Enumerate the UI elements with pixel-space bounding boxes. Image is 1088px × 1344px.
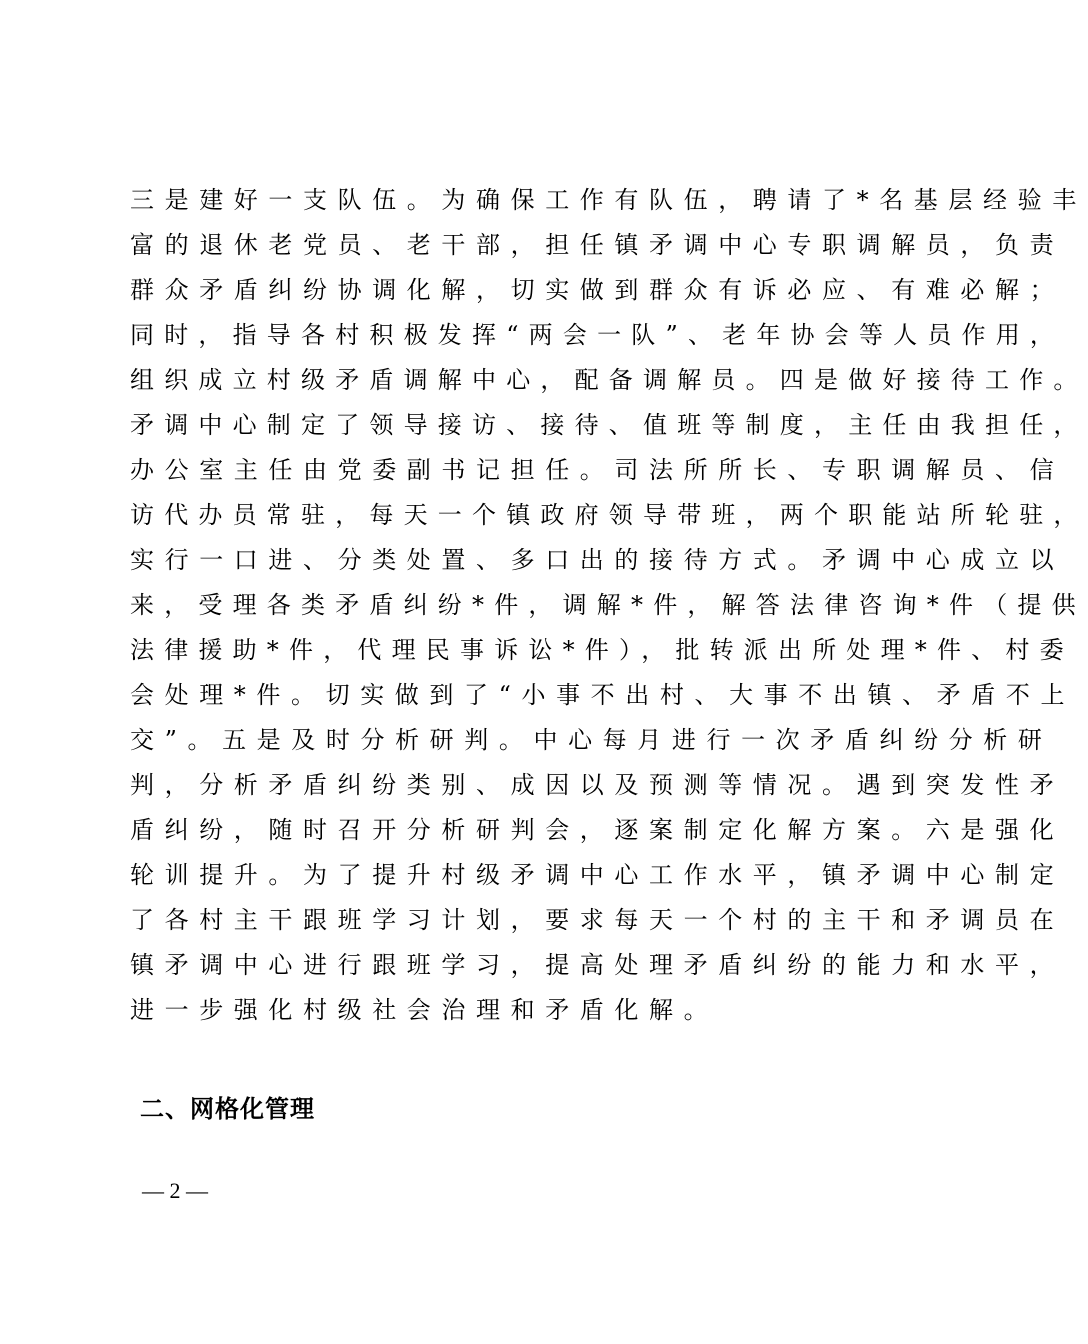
text-line: 群众矛盾纠纷协调化解，切实做到群众有诉必应、有难必解； xyxy=(130,276,1065,304)
page-number: — 2 — xyxy=(142,1178,208,1203)
text-line: 组织成立村级矛盾调解中心，配备调解员。四是做好接待工作。 xyxy=(130,366,1088,394)
text-line: 矛调中心制定了领导接访、接待、值班等制度，主任由我担任， xyxy=(130,411,1088,439)
text-line: 实行一口进、分类处置、多口出的接待方式。矛调中心成立以 xyxy=(130,546,1065,574)
text-line: 会处理*件。切实做到了“小事不出村、大事不出镇、矛盾不上 xyxy=(130,681,1076,709)
text-line: 镇矛调中心进行跟班学习，提高处理矛盾纠纷的能力和水平， xyxy=(130,951,1065,979)
text-line: 了各村主干跟班学习计划，要求每天一个村的主干和矛调员在 xyxy=(130,906,1065,934)
text-line: 法律援助*件，代理民事诉讼*件），批转派出所处理*件、村委 xyxy=(130,636,1074,664)
text-line: 三是建好一支队伍。为确保工作有队伍，聘请了*名基层经验丰 xyxy=(130,186,1087,214)
text-line: 交”。五是及时分析研判。中心每月进行一次矛盾纠纷分析研 xyxy=(130,726,1053,754)
body-paragraph xyxy=(130,178,1088,1033)
text-line: 来，受理各类矛盾纠纷*件，调解*件，解答法律咨询*件（提供 xyxy=(130,591,1086,619)
text-line: 同时，指导各村积极发挥“两会一队”、老年协会等人员作用， xyxy=(130,321,1065,349)
text-line: 办公室主任由党委副书记担任。司法所所长、专职调解员、信 xyxy=(130,456,1065,484)
text-line: 判，分析矛盾纠纷类别、成因以及预测等情况。遇到突发性矛 xyxy=(130,771,1065,799)
section-heading: 二、网格化管理 xyxy=(140,1095,315,1123)
text-line: 富的退休老党员、老干部，担任镇矛调中心专职调解员，负责 xyxy=(130,231,1065,259)
text-line: 访代办员常驻，每天一个镇政府领导带班，两个职能站所轮驻， xyxy=(130,501,1088,529)
text-line: 进一步强化村级社会治理和矛盾化解。 xyxy=(130,996,719,1024)
text-line: 轮训提升。为了提升村级矛调中心工作水平，镇矛调中心制定 xyxy=(130,861,1065,889)
text-line: 盾纠纷，随时召开分析研判会，逐案制定化解方案。六是强化 xyxy=(130,816,1065,844)
